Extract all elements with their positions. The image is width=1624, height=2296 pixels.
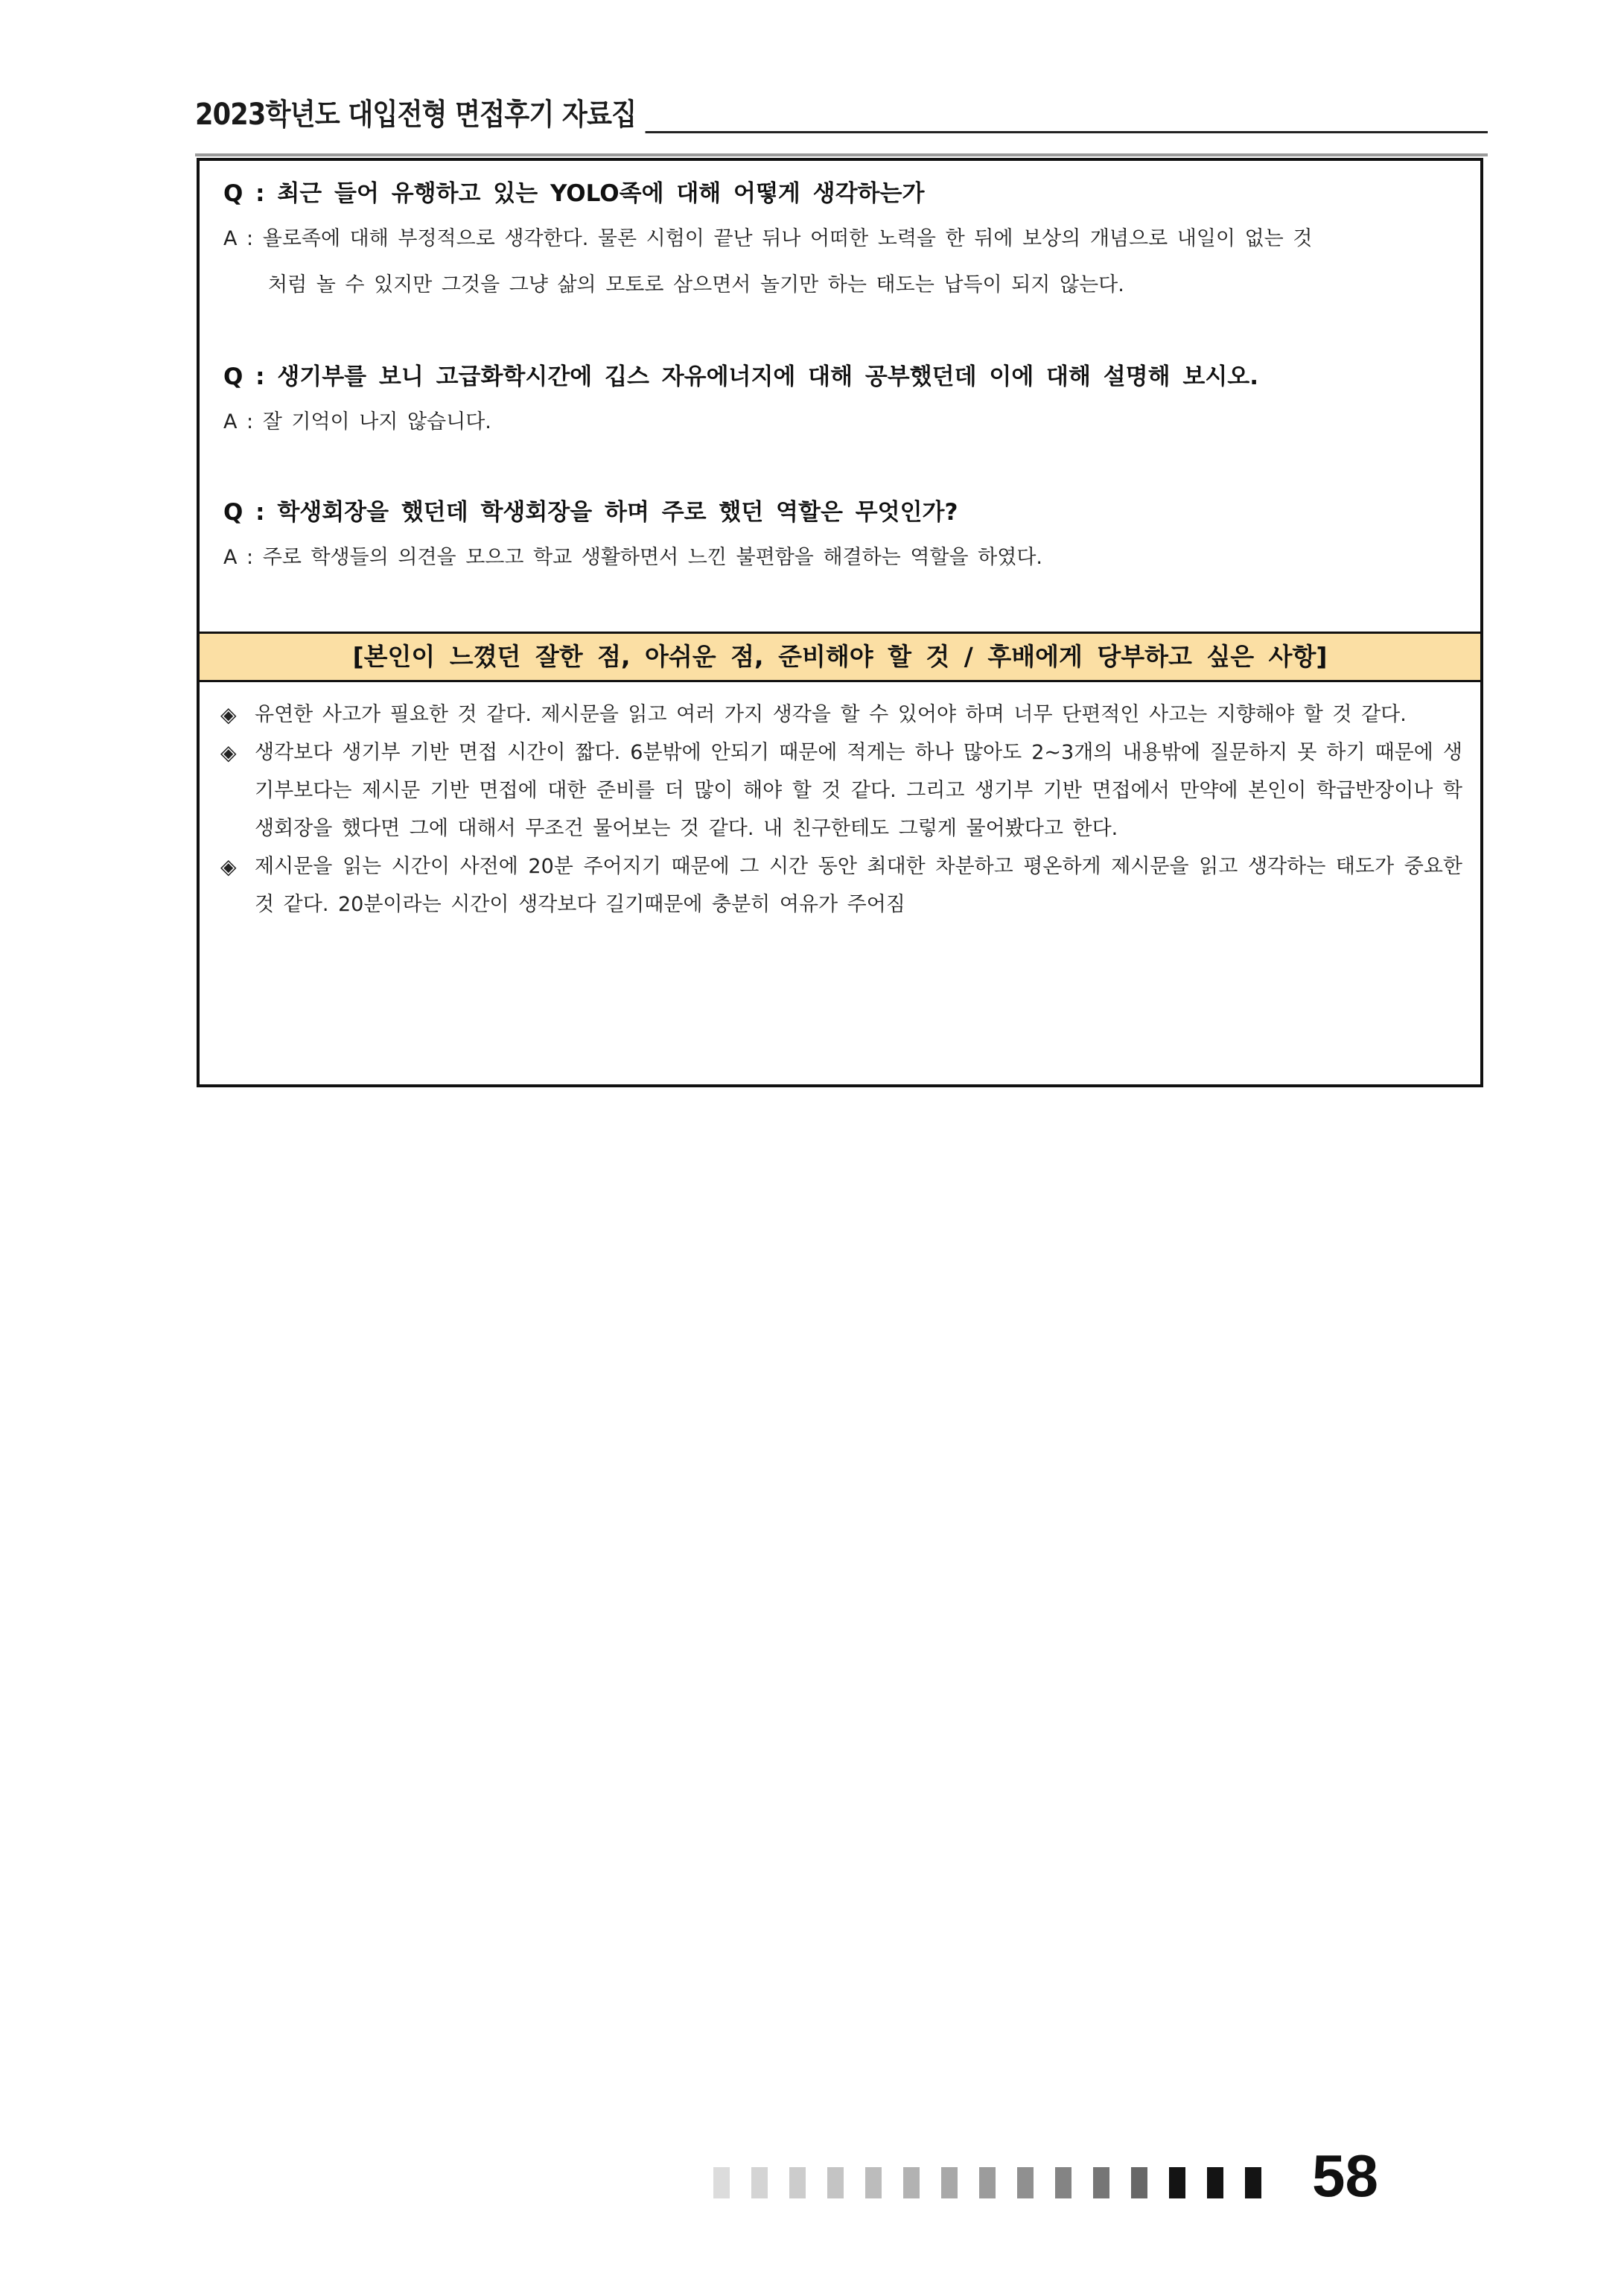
progress-square (979, 2167, 996, 2198)
progress-square (941, 2167, 958, 2198)
progress-square (1207, 2167, 1223, 2198)
page-header (195, 95, 1488, 140)
diamond-bullet-icon: ◈ (220, 740, 237, 765)
progress-square (903, 2167, 920, 2198)
tip-item (219, 696, 1462, 734)
document-title: 2023학년도 대입전형 면접후기 자료집 (195, 95, 646, 134)
page-number: 58 (1312, 2143, 1378, 2209)
progress-square (789, 2167, 806, 2198)
tips-list (219, 696, 1462, 923)
progress-square (713, 2167, 730, 2198)
tip-item (219, 734, 1462, 848)
answer-2 (223, 399, 1461, 445)
question-1: Q : 최근 들어 유행하고 있는 YOLO족에 대해 어떻게 생각하는가 (223, 180, 925, 207)
answer-3-line-1: A : 주로 학생들의 의견을 모으고 학교 생활하면서 느낀 불편함을 해결하는 역할을 하였다. (223, 546, 1043, 569)
question-3: Q : 학생회장을 했던데 학생회장을 하며 주로 했던 역할은 무엇인가? (223, 499, 958, 526)
answer-3 (223, 535, 1461, 581)
progress-square (1093, 2167, 1109, 2198)
tip-text: 제시문을 읽는 시간이 사전에 20분 주어지기 때문에 그 시간 동안 최대한 차분하고 평온하게 제시문을 읽고 생각하는 태도가 중요한 것 같다. 20분이라는 시간이 생각보다 길기때문에 충분히 여유가 주어짐 (255, 855, 1462, 916)
tip-item (219, 848, 1462, 923)
answer-1-line-1: A : 욜로족에 대해 부정적으로 생각한다. 물론 시험이 끝난 뒤나 어떠한 노력을 한 뒤에 보상의 개념으로 내일이 없는 것 (223, 227, 1313, 250)
progress-square (1131, 2167, 1147, 2198)
interview-review-box (197, 158, 1483, 1087)
progress-square (1055, 2167, 1071, 2198)
answer-1 (223, 216, 1461, 308)
page-progress-bar (713, 2167, 1279, 2198)
progress-square (827, 2167, 844, 2198)
progress-square (865, 2167, 882, 2198)
tip-text: 생각보다 생기부 기반 면접 시간이 짧다. 6분밖에 안되기 때문에 적게는 하나 많아도 2~3개의 내용밖에 질문하지 못 하기 때문에 생기부보다는 제시문 기반 면접에 대한 준비를 더 많이 해야 할 것 같다. 그리고 생기부 기반 면접에서 만약에 본인이 학급반장이나 학생회장을 했다면 그에 대해서 무조건 물어보는 것 같다. 내 친구한테도 그렇게 물어봤다고 한다. (255, 741, 1462, 840)
qa-section (200, 161, 1480, 632)
reflection-banner: [본인이 느꼈던 잘한 점, 아쉬운 점, 준비해야 할 것 / 후배에게 당부하고 싶은 사항] (200, 632, 1480, 682)
answer-1-line-2: 처럼 놀 수 있지만 그것을 그냥 삶의 모토로 삼으면서 놀기만 하는 태도는 납득이 되지 않는다. (268, 273, 1124, 296)
answer-2-line-1: A : 잘 기억이 나지 않습니다. (223, 410, 491, 433)
progress-square (751, 2167, 768, 2198)
header-rule-gray (195, 153, 1488, 156)
diamond-bullet-icon: ◈ (220, 702, 237, 727)
progress-square (1245, 2167, 1261, 2198)
tip-text: 유연한 사고가 필요한 것 같다. 제시문을 읽고 여러 가지 생각을 할 수 있어야 하며 너무 단편적인 사고는 지향해야 할 것 같다. (255, 703, 1407, 726)
progress-square (1169, 2167, 1185, 2198)
progress-square (1017, 2167, 1034, 2198)
diamond-bullet-icon: ◈ (220, 854, 237, 879)
question-2: Q : 생기부를 보니 고급화학시간에 깁스 자유에너지에 대해 공부했던데 이에 대해 설명해 보시오. (223, 363, 1258, 390)
